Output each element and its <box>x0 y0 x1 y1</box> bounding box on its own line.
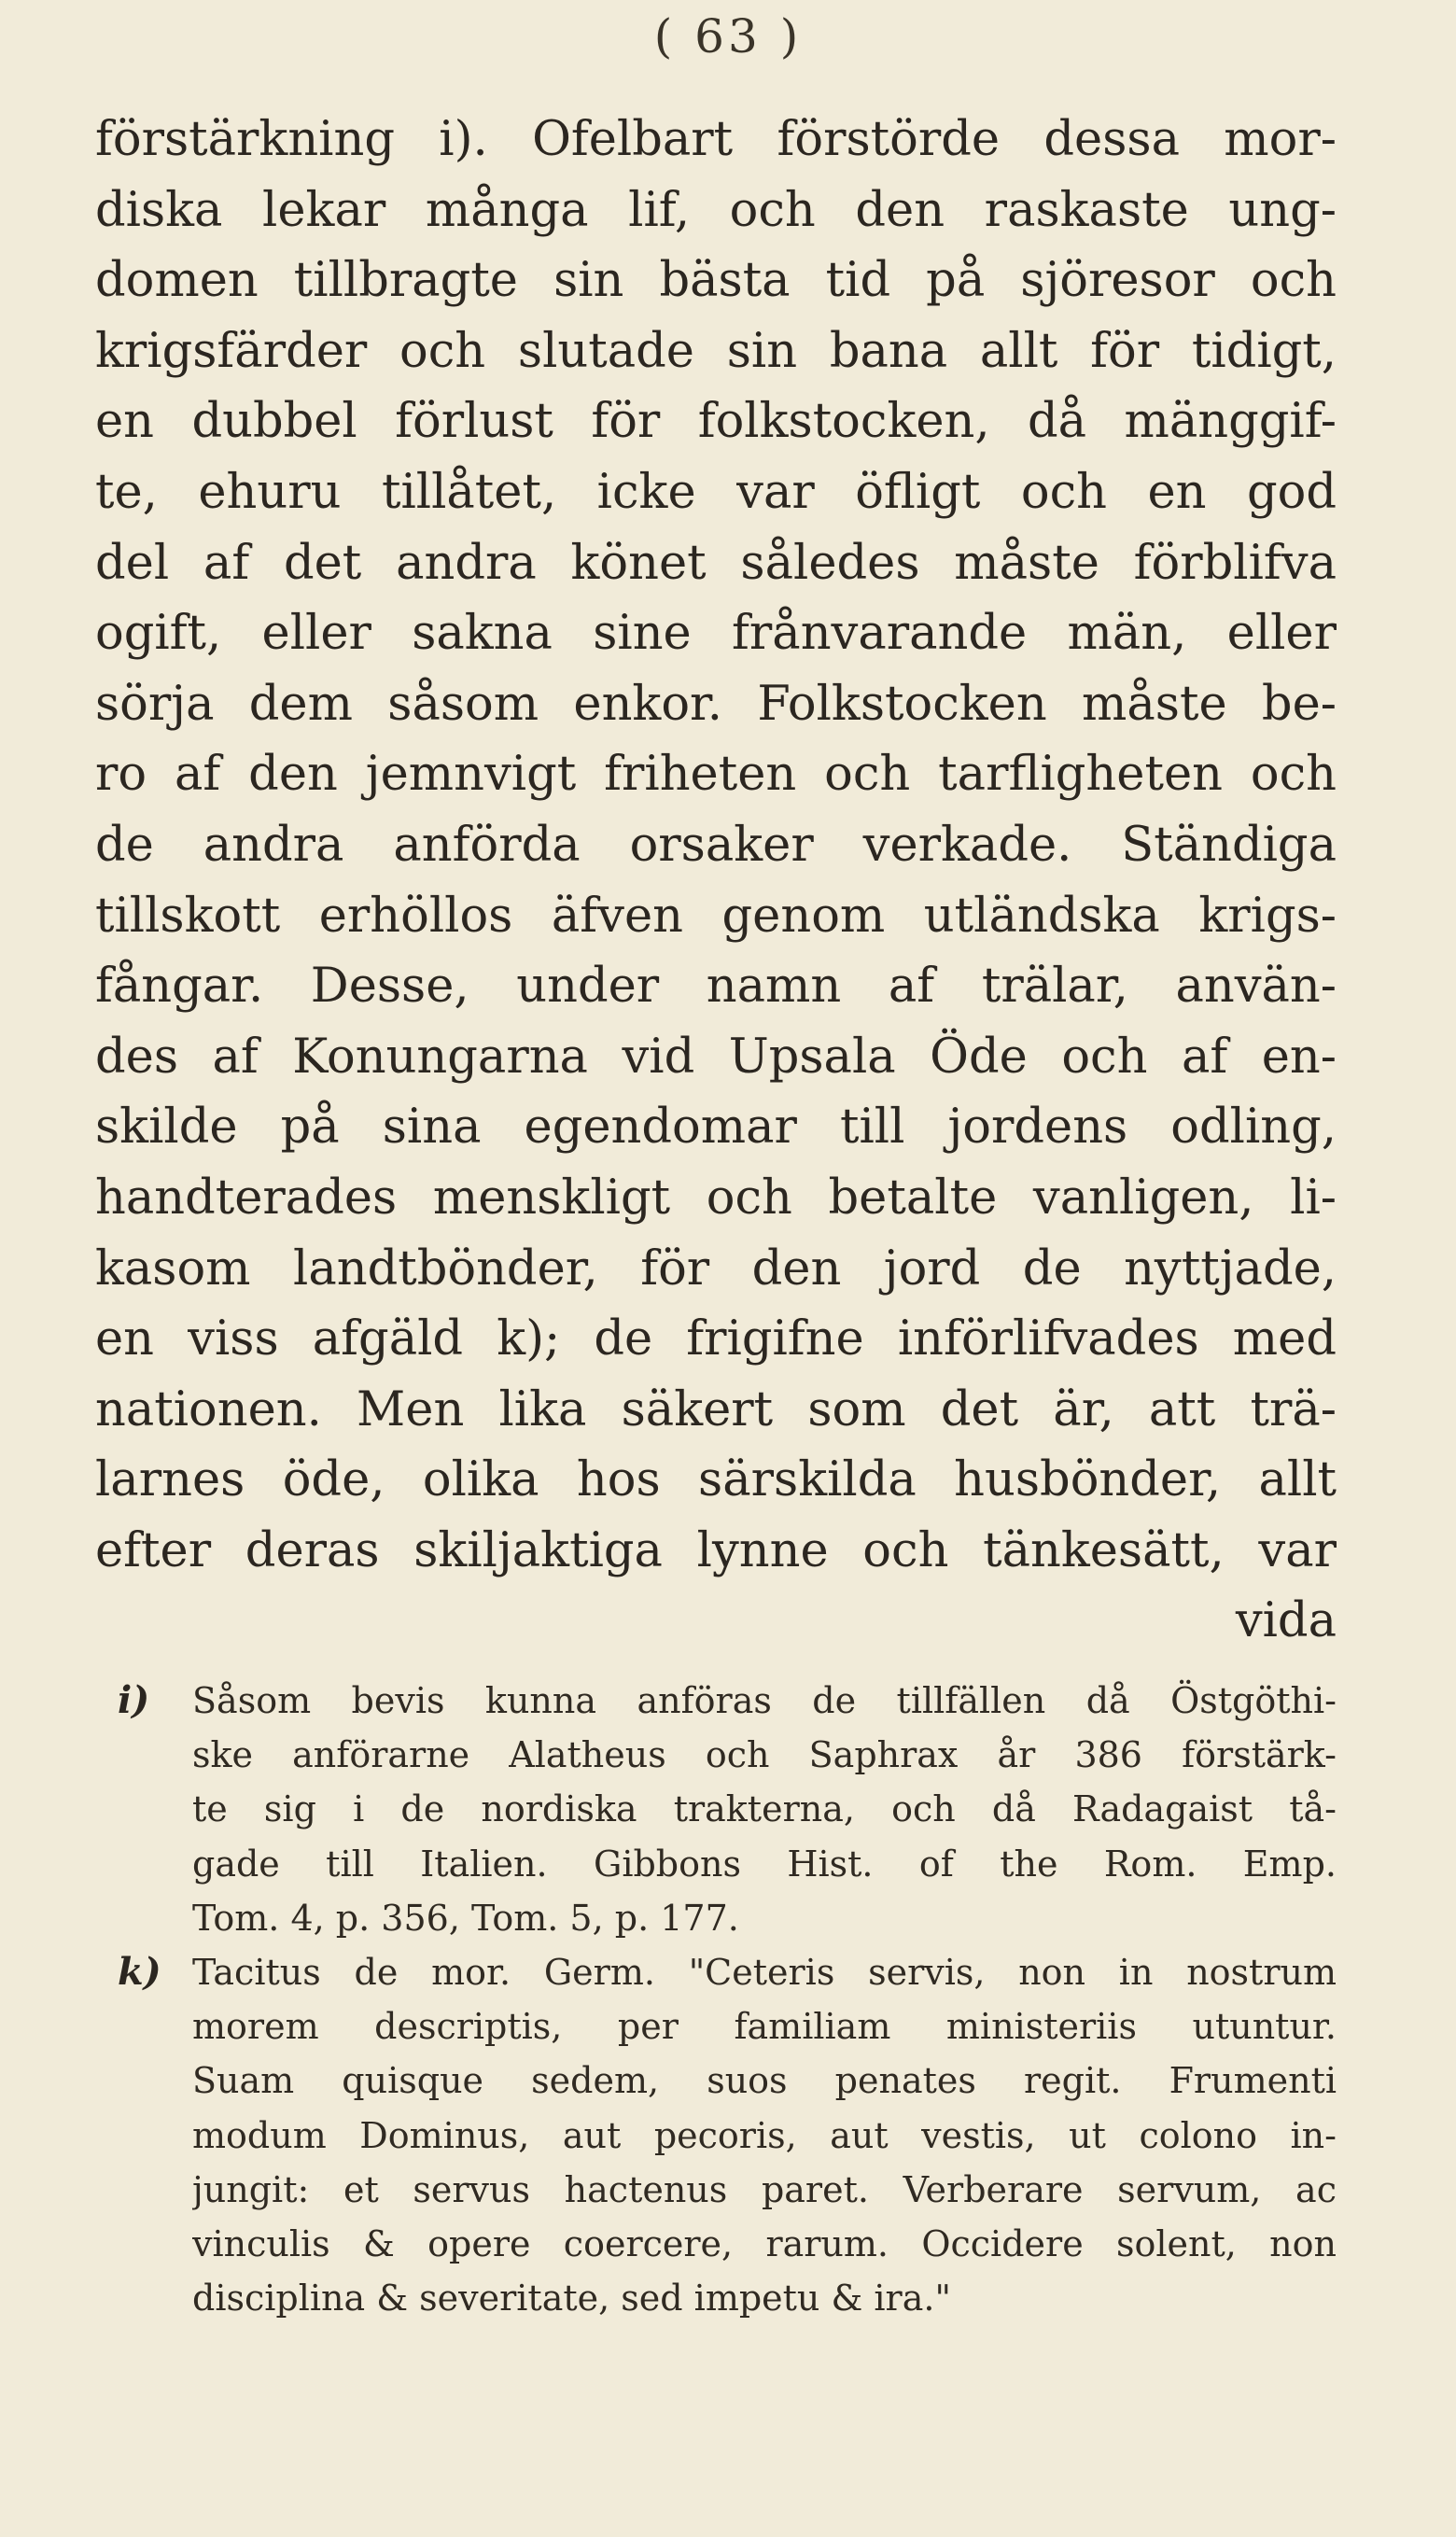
text-line: efter deras skiljaktiga lynne och tänkesätt, var <box>95 1522 1337 1578</box>
footnote-line: gade till Italien. Gibbons Hist. of the Rom. Emp. <box>192 1843 1337 1885</box>
footnotes <box>118 1674 1337 2325</box>
text-line: nationen. Men lika säkert som det är, att trä- <box>95 1381 1337 1437</box>
text-line: del af det andra könet således måste förblifva <box>95 535 1337 591</box>
text-line: tillskott erhöllos äfven genom utländska krigs- <box>95 888 1337 944</box>
text-line: en viss afgäld k); de frigifne införlifvades med <box>95 1311 1337 1367</box>
footnote-line: vinculis & opere coercere, rarum. Occidere solent, non <box>192 2222 1337 2264</box>
text-line: de andra anförda orsaker verkade. Ständiga <box>95 817 1337 873</box>
text-line: kasom landtbönder, för den jord de nyttjade, <box>95 1240 1337 1297</box>
footnote-line: Tacitus de mor. Germ. "Ceteris servis, non in nostrum <box>192 1951 1337 1993</box>
text-line: en dubbel förlust för folkstocken, då mänggif- <box>95 394 1337 450</box>
main-text <box>95 105 1337 1657</box>
text-line: domen tillbragte sin bästa tid på sjöresor och <box>95 253 1337 309</box>
footnote-line: Såsom bevis kunna anföras de tillfällen då Östgöthi- <box>192 1680 1337 1721</box>
text-line: fångar. Desse, under namn af trälar, använ- <box>95 959 1337 1015</box>
footnote-line: jungit: et servus hactenus paret. Verberare servum, ac <box>192 2168 1337 2210</box>
text-line: sörja dem såsom enkor. Folkstocken måste be- <box>95 676 1337 732</box>
text-line: handterades menskligt och betalte vanligen, li- <box>95 1170 1337 1226</box>
text-line: des af Konungarna vid Upsala Öde och af en- <box>95 1029 1337 1085</box>
footnote-line: Tom. 4, p. 356, Tom. 5, p. 177. <box>192 1897 739 1939</box>
text-line: te, ehuru tillåtet, icke var öfligt och en god <box>95 464 1337 520</box>
footnote-line: modum Dominus, aut pecoris, aut vestis, ut colono in- <box>192 2114 1337 2156</box>
text-line: diska lekar många lif, och den raskaste ung- <box>95 182 1337 238</box>
text-line: larnes öde, olika hos särskilda husbönder, allt <box>95 1452 1337 1508</box>
footnote-line: ske anförarne Alatheus och Saphrax år 386 förstärk- <box>192 1734 1337 1776</box>
text-line: förstärkning i). Ofelbart förstörde dessa mor- <box>95 112 1337 167</box>
footnote-i <box>118 1674 1337 1945</box>
footnote-line: disciplina & severitate, sed impetu & ira." <box>192 2278 951 2320</box>
footnote-line: Suam quisque sedem, suos penates regit. Frumenti <box>192 2060 1337 2102</box>
footnote-mark: k) <box>118 1949 161 1994</box>
text-line: ogift, eller sakna sine frånvarande män, eller <box>95 606 1337 662</box>
text-line: skilde på sina egendomar till jordens odling, <box>95 1100 1337 1156</box>
footnote-line: te sig i de nordiska trakterna, och då Radagaist tå- <box>192 1788 1337 1830</box>
footnote-k <box>118 1945 1337 2325</box>
text-line: krigsfärder och slutade sin bana allt för tidigt, <box>95 323 1337 379</box>
page-number-header: ( 63 ) <box>653 9 803 63</box>
catchword: vida <box>1235 1593 1337 1649</box>
footnote-line: morem descriptis, per familiam ministeriis utuntur. <box>192 2006 1337 2048</box>
footnote-mark: i) <box>118 1678 150 1722</box>
text-line: ro af den jemnvigt friheten och tarfligheten och <box>95 747 1337 803</box>
